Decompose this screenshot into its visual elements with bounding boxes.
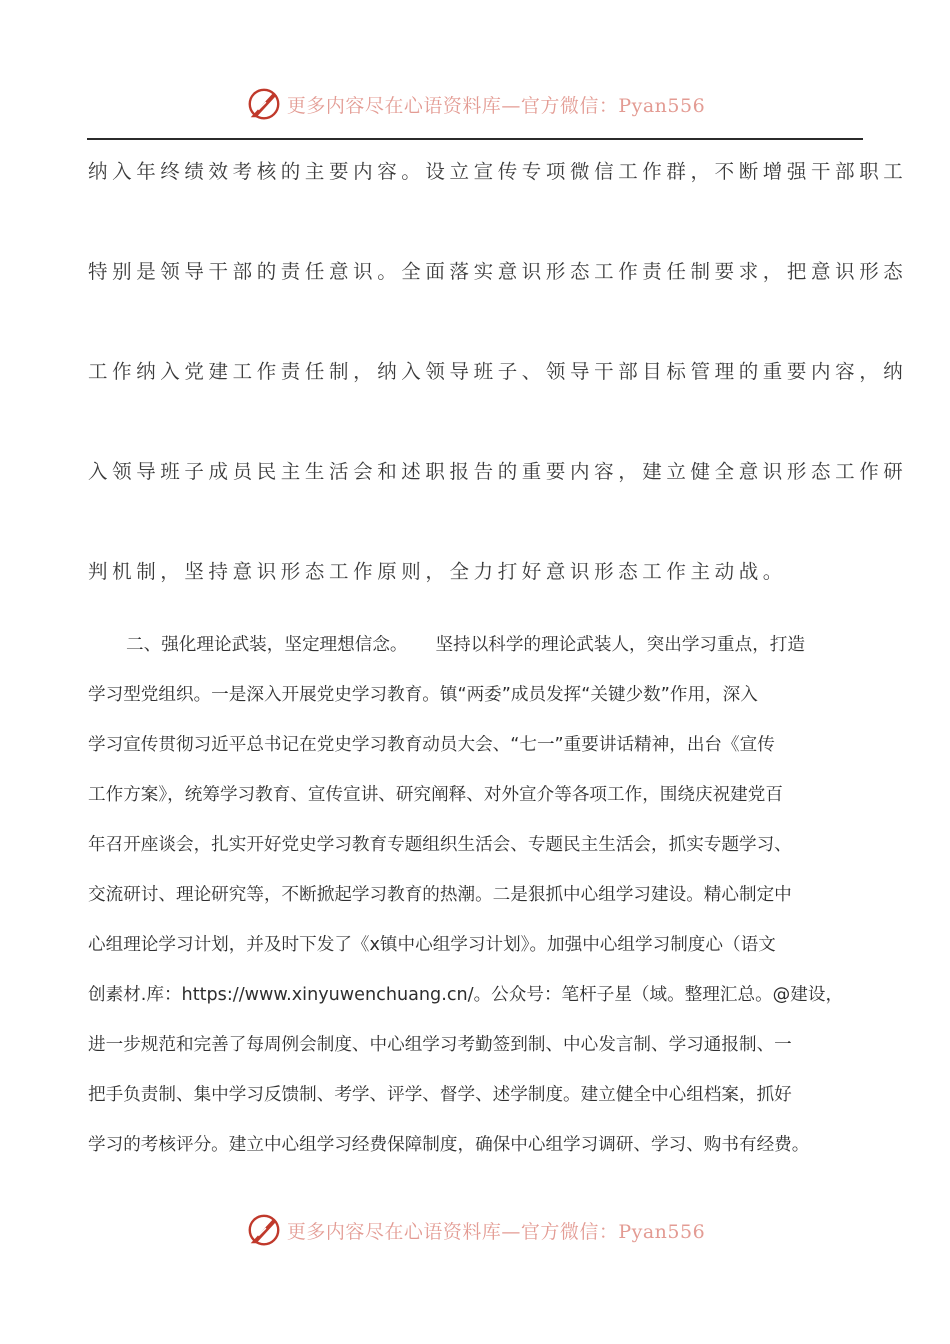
footer-brand (0, 1208, 950, 1252)
section-line-1: 学习型党组织。一是深入开展党史学习教育。镇“两委”成员发挥“关键少数”作用，深入 (88, 685, 758, 705)
footer-brand-text: 更多内容尽在心语资料库—官方微信：Pyan556 (286, 1220, 706, 1243)
section-line-6: 心组理论学习计划，并及时下发了《x镇中心组学习计划》。加强中心组学习制度心（语文 (88, 935, 776, 955)
section-line-3: 工作方案》，统筹学习教育、宣传宣讲、研究阐释、对外宣介等各项工作，围绕庆祝建党百 (88, 785, 783, 805)
body-line-2: 特别是领导干部的责任意识。全面落实意识形态工作责任制要求，把意识形态 (88, 260, 908, 283)
header-divider (87, 138, 863, 140)
section-line-10: 学习的考核评分。建立中心组学习经费保障制度，确保中心组学习调研、学习、购书有经费。 (88, 1135, 810, 1155)
quill-pen-icon (245, 1211, 283, 1249)
body-line-5: 判机制，坚持意识形态工作原则，全力打好意识形态工作主动战。 (88, 560, 787, 583)
section-line-8: 进一步规范和完善了每周例会制度、中心组学习考勤签到制、中心发言制、学习通报制、一 (88, 1035, 792, 1055)
section-first-line-rest: 坚持以科学的理论武装人，突出学习重点，打造 (435, 635, 805, 655)
section-heading: 二、强化理论武装，坚定理想信念。 (126, 635, 408, 655)
body-line-3: 工作纳入党建工作责任制，纳入领导班子、领导干部目标管理的重要内容，纳 (88, 360, 908, 383)
body-line-4: 入领导班子成员民主生活会和述职报告的重要内容，建立健全意识形态工作研 (88, 460, 908, 483)
section-line-2: 学习宣传贯彻习近平总书记在党史学习教育动员大会、“七一”重要讲话精神，出台《宣传 (88, 735, 775, 755)
section-line-4: 年召开座谈会，扎实开好党史学习教育专题组织生活会、专题民主生活会，抓实专题学习、 (88, 835, 792, 855)
quill-pen-icon (245, 85, 283, 123)
section-first-line (126, 631, 916, 659)
section-line-5: 交流研讨、理论研究等，不断掀起学习教育的热潮。二是狠抓中心组学习建设。精心制定中 (88, 885, 792, 905)
header-brand-text: 更多内容尽在心语资料库—官方微信：Pyan556 (286, 94, 706, 117)
header-brand (0, 82, 950, 126)
section-line-9: 把手负责制、集中学习反馈制、考学、评学、督学、述学制度。建立健全中心组档案，抓好 (88, 1085, 792, 1105)
body-line-1: 纳入年终绩效考核的主要内容。设立宣传专项微信工作群，不断增强干部职工 (88, 160, 908, 183)
section-line-7: 创素材.库：https://www.xinyuwenchuang.cn/。公众号：笔杆子星（域。整理汇总。@建设， (88, 985, 844, 1005)
